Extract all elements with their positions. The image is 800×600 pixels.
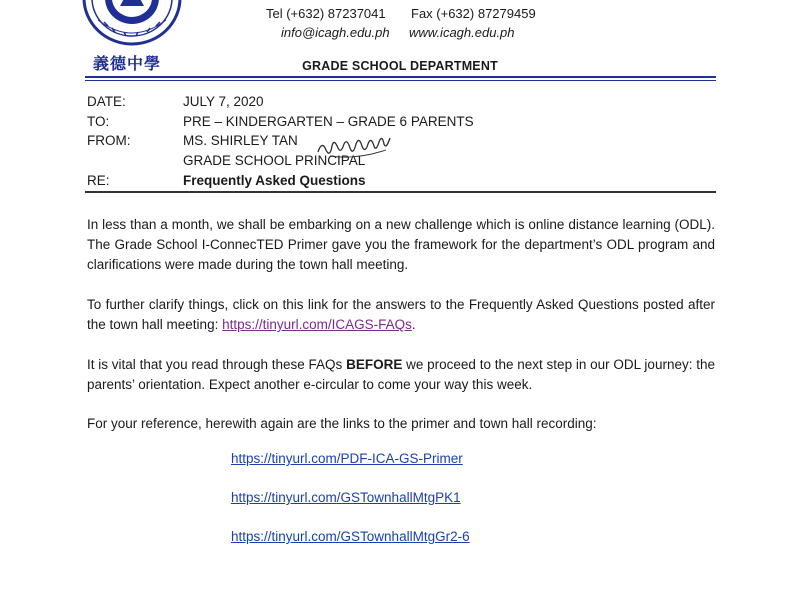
principal-signature [316, 132, 394, 162]
to-label: TO: [87, 114, 110, 129]
from-value: MS. SHIRLEY TAN [183, 133, 298, 148]
paragraph-intro: In less than a month, we shall be embarking on a new challenge which is online distance learning (ODL). The Grade School I-ConnecTED Primer gave you the framework for the department’s ODL program and clarifications were made during the town hall meeting. [87, 217, 715, 272]
from-title: GRADE SCHOOL PRINCIPAL [183, 153, 366, 168]
date-value: JULY 7, 2020 [183, 94, 264, 109]
link-item [231, 529, 470, 544]
letterhead-divider-thin [85, 80, 716, 81]
telephone-number: Tel (+632) 87237041 [266, 6, 386, 21]
website-address[interactable]: www.icagh.edu.ph [409, 25, 515, 40]
paragraph-reference: For your reference, herewith again are the links to the primer and town hall recording: [87, 416, 597, 431]
fax-number: Fax (+632) 87279459 [411, 6, 536, 21]
orientation-text-end: we proceed to the next step in our ODL journey: the parents’ orientation. Expect another e-circular to come your way this week. [87, 357, 715, 392]
faq-paragraph-text: To further clarify things, click on this link for the answers to the Frequently Asked Questions posted after the town hall meeting: [87, 297, 715, 332]
email-address[interactable]: info@icagh.edu.ph [281, 25, 390, 40]
paragraph-before-orientation [87, 355, 715, 395]
townhall-pk1-link[interactable]: https://tinyurl.com/GSTownhallMtgPK1 [231, 490, 461, 505]
school-seal-icon [80, 0, 184, 46]
re-label: RE: [87, 173, 110, 188]
orientation-emphasis: BEFORE [346, 357, 403, 372]
date-label: DATE: [87, 94, 126, 109]
to-value: PRE – KINDERGARTEN – GRADE 6 PARENTS [183, 114, 474, 129]
letterhead-divider [85, 76, 716, 78]
link-item [231, 490, 461, 505]
memo-header-divider [85, 191, 716, 193]
department-heading: GRADE SCHOOL DEPARTMENT [302, 59, 498, 73]
faq-link[interactable]: https://tinyurl.com/ICAGS-FAQs [222, 317, 412, 332]
school-seal [80, 0, 184, 46]
orientation-text-start: It is vital that you read through these FAQs [87, 357, 347, 372]
re-value: Frequently Asked Questions [183, 173, 366, 188]
link-item [231, 451, 463, 466]
school-chinese-name: 義德中學 [93, 54, 162, 73]
faq-paragraph-end: . [411, 317, 416, 332]
from-label: FROM: [87, 133, 131, 148]
paragraph-faq-link [87, 295, 715, 335]
primer-link[interactable]: https://tinyurl.com/PDF-ICA-GS-Primer [231, 451, 463, 466]
townhall-gr2-6-link[interactable]: https://tinyurl.com/GSTownhallMtgGr2-6 [231, 529, 470, 544]
